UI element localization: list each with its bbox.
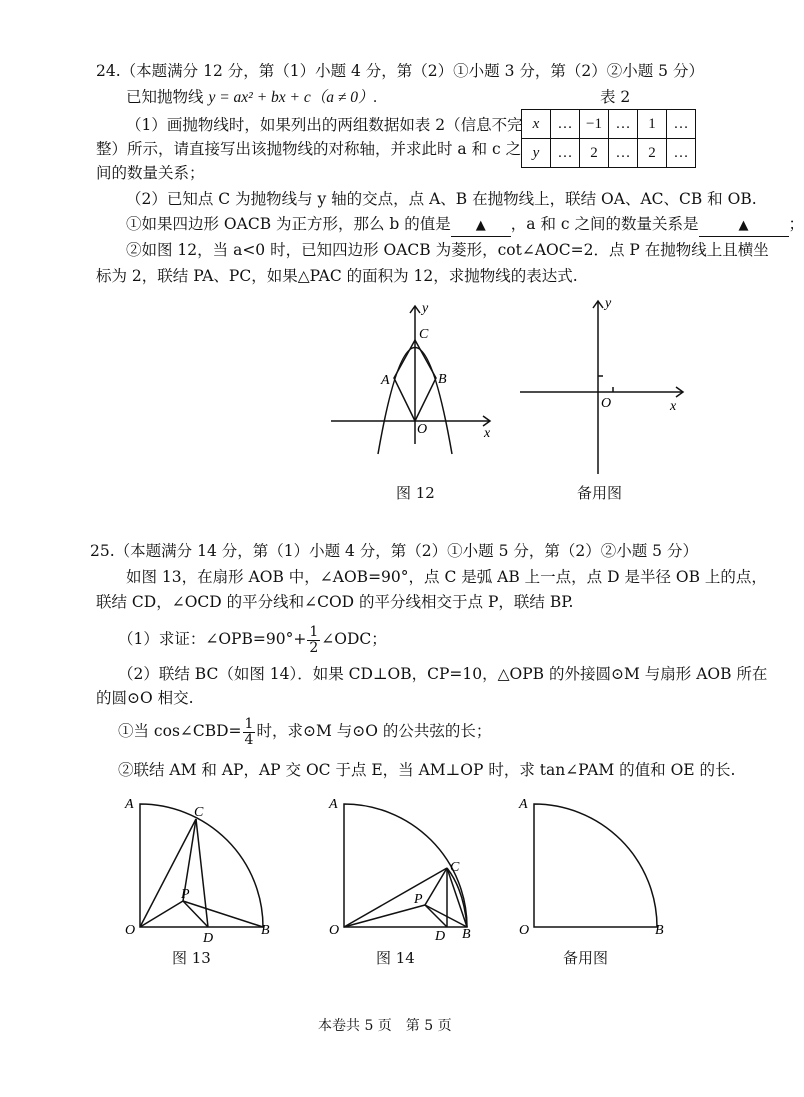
q24-part1-line3: 间的数量关系； <box>96 164 205 182</box>
label-x: x <box>670 399 677 414</box>
q24-part2-intro: （2）已知点 C 为抛物线与 y 轴的交点，点 A、B 在抛物线上，联结 OA、AC、CB 和 OB. <box>126 190 757 208</box>
fraction-denominator: 2 <box>309 639 319 656</box>
q25-part1-suffix: ∠ODC； <box>321 630 387 648</box>
triangle-icon: ▲ <box>475 218 486 233</box>
q24-part2-2-line1: ②如图 12，当 a<0 时，已知四边形 OACB 为菱形，cot∠AOC=2．点 P 在抛物线上且横坐 <box>126 241 769 259</box>
label-a: A <box>125 797 134 812</box>
q24-part2-2-line2: 标为 2，联结 PA、PC，如果△PAC 的面积为 12，求抛物线的表达式. <box>96 267 578 285</box>
label-o: O <box>125 923 136 938</box>
q24-header: 24.（本题满分 12 分，第（1）小题 4 分，第（2）①小题 3 分，第（2）②小题 5 分） <box>96 62 704 80</box>
figure-spare-axes <box>515 296 695 476</box>
label-x: x <box>484 426 491 441</box>
q24-part2-1-mid: ，a 和 c 之间的数量关系是 <box>510 215 699 233</box>
q24-part2-1 <box>126 214 804 237</box>
label-a: A <box>381 373 390 388</box>
segment-op <box>344 905 425 927</box>
q25-intro-line1: 如图 13，在扇形 AOB 中，∠AOB=90°，点 C 是弧 AB 上一点，点 D 是半径 OB 上的点， <box>126 568 767 586</box>
q24-part2-1-prefix: ①如果四边形 OACB 为正方形，那么 b 的值是 <box>126 215 451 233</box>
figure-12 <box>325 296 505 456</box>
label-p: P <box>181 887 190 902</box>
label-b: B <box>438 372 447 387</box>
table-cell: −1 <box>580 110 609 139</box>
table-cell: 2 <box>580 139 609 168</box>
q24-part2-1-end: ； <box>788 215 804 233</box>
q24-given-prefix: 已知抛物线 <box>126 88 204 106</box>
q24-given-formula: y = ax² + bx + c（a ≠ 0）. <box>208 89 378 106</box>
table-cell: … <box>609 110 638 139</box>
q24-table-title: 表 2 <box>600 88 631 106</box>
figure-14-caption: 图 14 <box>376 949 415 967</box>
q24-given <box>126 87 377 108</box>
label-c: C <box>450 860 460 875</box>
figure-13-caption: 图 13 <box>172 949 211 967</box>
q25-header: 25.（本题满分 14 分，第（1）小题 4 分，第（2）①小题 5 分，第（2）②小题 5 分） <box>90 542 698 560</box>
label-y: y <box>605 296 612 311</box>
answer-blank[interactable] <box>699 214 789 237</box>
table-cell: … <box>667 139 696 168</box>
q24-part1-line1: （1）画抛物线时，如果列出的两组数据如表 2（信息不完 <box>126 116 523 134</box>
answer-blank[interactable] <box>451 214 511 237</box>
label-o: O <box>519 923 530 938</box>
table-row <box>522 139 696 168</box>
q25-part1 <box>118 622 387 656</box>
table-cell: … <box>551 139 580 168</box>
label-p: P <box>414 892 423 907</box>
label-a: A <box>329 797 338 812</box>
label-d: D <box>203 931 214 946</box>
table-cell: 2 <box>638 139 667 168</box>
label-b: B <box>655 923 664 938</box>
fraction-denominator: 4 <box>244 731 254 748</box>
q25-part2-1-suffix: 时，求⊙M 与⊙O 的公共弦的长； <box>256 722 492 740</box>
label-c: C <box>419 327 429 342</box>
q24-part1-line2: 整）所示，请直接写出该抛物线的对称轴，并求此时 a 和 c 之 <box>96 140 522 158</box>
q25-part2-1-prefix: ①当 cos∠CBD= <box>118 722 242 740</box>
table-cell: … <box>667 110 696 139</box>
table-cell: … <box>551 110 580 139</box>
table-cell: y <box>522 139 551 168</box>
label-a: A <box>519 797 528 812</box>
q25-part1-prefix: （1）求证：∠OPB=90°+ <box>118 630 307 648</box>
figure-spare-sector <box>512 792 672 942</box>
figure-spare-caption: 备用图 <box>563 949 609 967</box>
label-d: D <box>435 929 446 944</box>
sector-aob <box>344 804 467 927</box>
fraction-numerator: 1 <box>244 715 254 732</box>
table-cell: … <box>609 139 638 168</box>
figure-14 <box>322 792 482 942</box>
label-c: C <box>194 805 204 820</box>
table-row <box>522 110 696 139</box>
segment-pd <box>425 905 447 927</box>
segment-cd <box>196 819 208 927</box>
fraction-half <box>307 625 320 656</box>
q25-part2-line2: 的圆⊙O 相交. <box>96 689 194 707</box>
q24-table-2 <box>521 109 696 168</box>
table-cell: 1 <box>638 110 667 139</box>
figure-spare-caption: 备用图 <box>577 484 623 502</box>
sector-aob <box>534 804 657 927</box>
q25-part2-line1: （2）联结 BC（如图 14）．如果 CD⊥OB，CP=10，△OPB 的外接圆⊙M 与扇形 AOB 所在 <box>118 665 768 683</box>
segment-oc <box>344 868 447 927</box>
label-o: O <box>417 422 428 437</box>
q25-intro-line2: 联结 CD，∠OCD 的平分线和∠COD 的平分线相交于点 P，联结 BP. <box>96 593 574 611</box>
table-cell: x <box>522 110 551 139</box>
label-o: O <box>329 923 340 938</box>
label-y: y <box>422 301 429 316</box>
triangle-icon: ▲ <box>738 218 749 233</box>
label-b: B <box>261 923 270 938</box>
q25-part2-1 <box>118 714 491 748</box>
fraction-numerator: 1 <box>309 623 319 640</box>
fraction-quarter <box>243 717 256 748</box>
page-footer: 本卷共 5 页 第 5 页 <box>318 1018 452 1034</box>
label-o: O <box>601 396 612 411</box>
q25-part2-2: ②联结 AM 和 AP，AP 交 OC 于点 E，当 AM⊥OP 时，求 tan∠PAM 的值和 OE 的长. <box>118 761 736 779</box>
figure-13 <box>118 792 278 946</box>
label-b: B <box>462 927 471 942</box>
figure-12-caption: 图 12 <box>396 484 435 502</box>
